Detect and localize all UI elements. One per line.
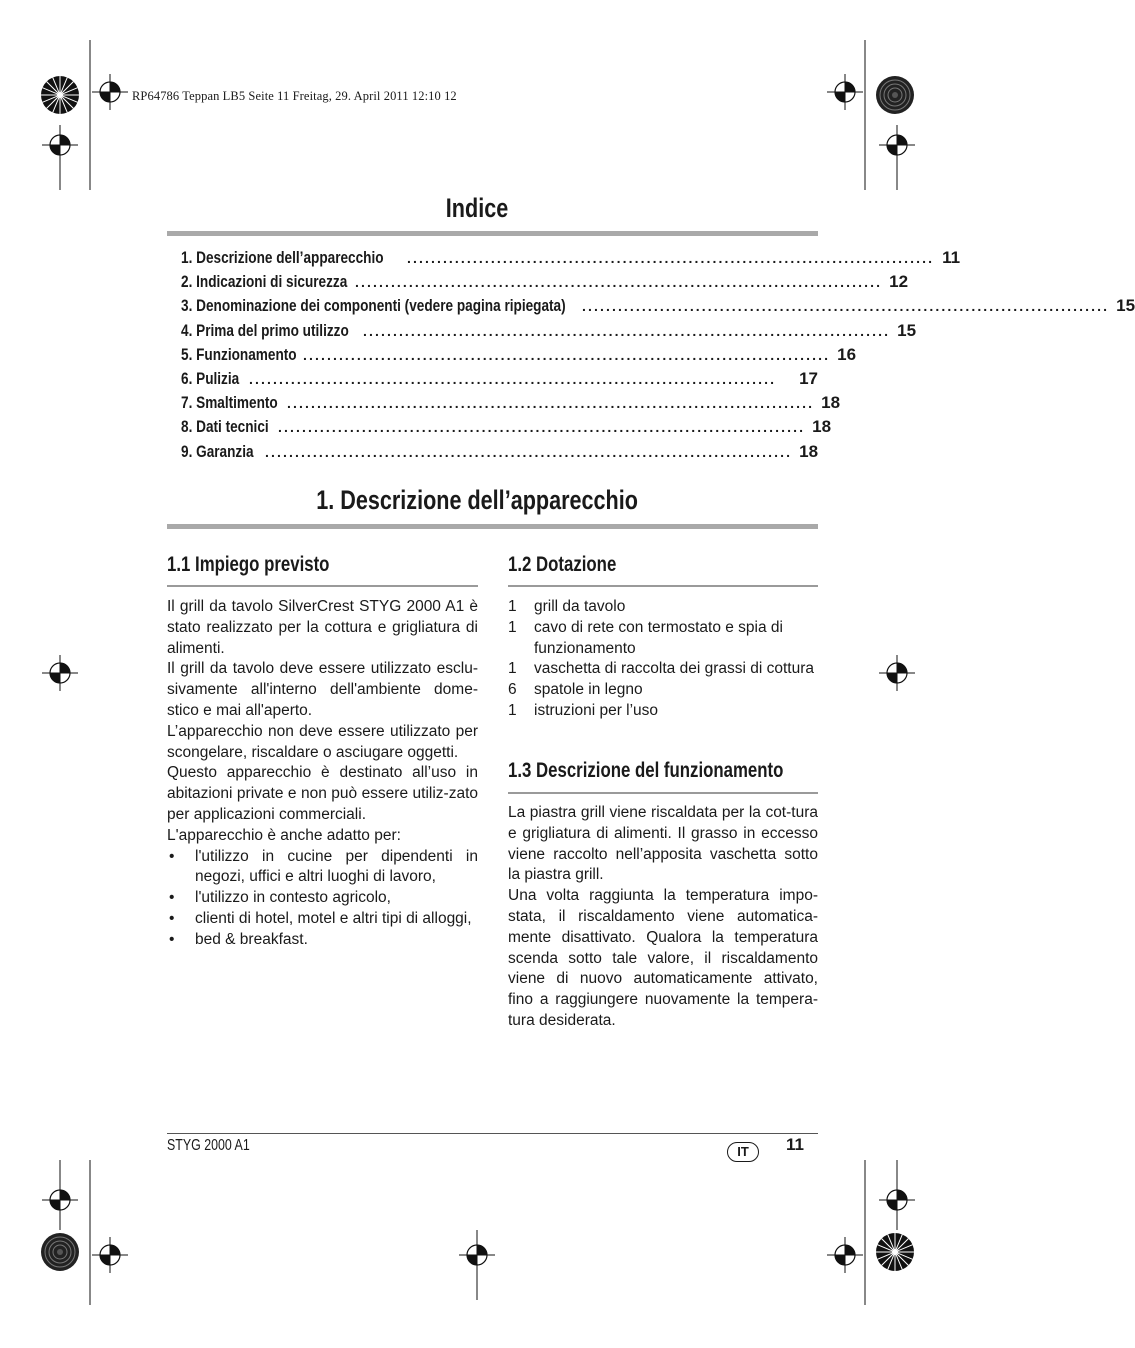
list-item: • l'utilizzo in contesto agricolo, bbox=[169, 889, 391, 907]
list-item: • bed & breakfast. bbox=[169, 930, 308, 948]
toc-item[interactable]: 8. Dati tecnici ........................................................................................ 18 bbox=[181, 417, 832, 437]
footer-model: STYG 2000 A1 bbox=[167, 1137, 250, 1154]
toc-leader: ........................................................................................ bbox=[582, 298, 1110, 315]
table-of-contents bbox=[181, 248, 1135, 466]
list-item: 1 vaschetta di raccolta dei grassi di cottura bbox=[508, 660, 814, 678]
subsection-title-1-3: 1.3 Descrizione del funzionamento bbox=[508, 759, 784, 782]
contents-list bbox=[508, 597, 818, 722]
list-item: 1 istruzioni per l’uso bbox=[508, 701, 659, 719]
toc-item[interactable]: 2. Indicazioni di sicurezza ........................................................................................ 12 bbox=[181, 272, 909, 292]
toc-leader: ........................................................................................ bbox=[249, 370, 777, 387]
list-item: • clienti di hotel, motel e altri tipi di alloggi, bbox=[169, 909, 472, 927]
section-title: 1. Descrizione dell’apparecchio bbox=[316, 485, 638, 515]
toc-leader: ........................................................................................ bbox=[363, 322, 891, 339]
toc-item[interactable]: 1. Descrizione dell’apparecchio ........................................................................................ 11 bbox=[181, 248, 961, 267]
toc-item[interactable]: 4. Prima del primo utilizzo ........................................................................................ 15 bbox=[181, 320, 917, 340]
subsection-rule bbox=[508, 585, 818, 587]
toc-item[interactable]: 3. Denominazione dei componenti (vedere pagina ripiegata) ........................................................................................ 15 bbox=[181, 296, 1135, 316]
toc-leader: ........................................................................................ bbox=[278, 419, 806, 436]
section-title-rule bbox=[167, 524, 818, 529]
intended-use-text: Il grill da tavolo SilverCrest STYG 2000 A1 è stato realizzato per la cottura e grigliatura di alimenti. Il grill da tavolo deve essere utilizzato esclu-sivamente all'interno dell'ambiente dome-stico e mai all'aperto. L’apparecchio non deve essere utilizzato per scongelare, riscaldare o asciugare oggetti. Questo apparecchio è destinato all’uso in abitazioni private e non può essere utiliz-zato per applicazioni commerciali. L'apparecchio è anche adatto per: • l'utilizzo in cucine per dipendenti in negozi, uffici e altri luoghi di lavoro, • l'utilizzo in contesto agricolo, • clienti di hotel, motel e altri tipi di alloggi, • bed & breakfast. bbox=[167, 597, 478, 951]
subsection-rule bbox=[167, 585, 478, 587]
toc-leader: ........................................................................................ bbox=[407, 250, 935, 266]
toc-title-rule bbox=[167, 231, 818, 236]
toc-leader: ........................................................................................ bbox=[287, 395, 815, 412]
toc-item[interactable]: 9. Garanzia ........................................................................................ 18 bbox=[181, 441, 819, 461]
list-item: • l'utilizzo in cucine per dipendenti in negozi, uffici e altri luoghi di lavoro, bbox=[169, 847, 478, 886]
toc-leader: ........................................................................................ bbox=[303, 346, 831, 363]
toc-item[interactable]: 5. Funzionamento ........................................................................................ 16 bbox=[181, 344, 857, 364]
print-slug-header: RP64786 Teppan LB5 Seite 11 Freitag, 29. April 2011 12:10 12 bbox=[132, 89, 457, 103]
toc-item[interactable]: 6. Pulizia ........................................................................................ 17 bbox=[181, 368, 818, 388]
toc-leader: ........................................................................................ bbox=[355, 274, 883, 291]
toc-title: Indice bbox=[445, 193, 509, 223]
subsection-title-1-2: 1.2 Dotazione bbox=[508, 553, 617, 576]
list-item: 1 grill da tavolo bbox=[508, 598, 626, 615]
toc-leader: ........................................................................................ bbox=[265, 443, 793, 460]
page-number: 11 bbox=[786, 1135, 804, 1154]
function-description-text: La piastra grill viene riscaldata per la cot-tura e grigliatura di alimenti. Il grasso in eccesso viene raccolto nell’apposita vaschetta sotto la piastra grill. Una volta raggiunta la temperatura impo-stata, il riscaldamento viene automatica-mente disattivato. Qualora la temperatura scenda sotto tale valore, il riscaldamento viene di nuovo automaticamente attivato, fino a raggiungere nuovamente la tempera-tura desiderata. bbox=[508, 804, 818, 1029]
list-item: 6 spatole in legno bbox=[508, 681, 643, 699]
language-badge: IT bbox=[727, 1142, 759, 1162]
subsection-title-1-1: 1.1 Impiego previsto bbox=[167, 553, 330, 576]
footer-rule bbox=[167, 1133, 818, 1134]
list-item: 1 cavo di rete con termostato e spia di funzionamento bbox=[508, 618, 783, 657]
subsection-rule bbox=[508, 792, 818, 794]
toc-item[interactable]: 7. Smaltimento ........................................................................................ 18 bbox=[181, 393, 841, 413]
